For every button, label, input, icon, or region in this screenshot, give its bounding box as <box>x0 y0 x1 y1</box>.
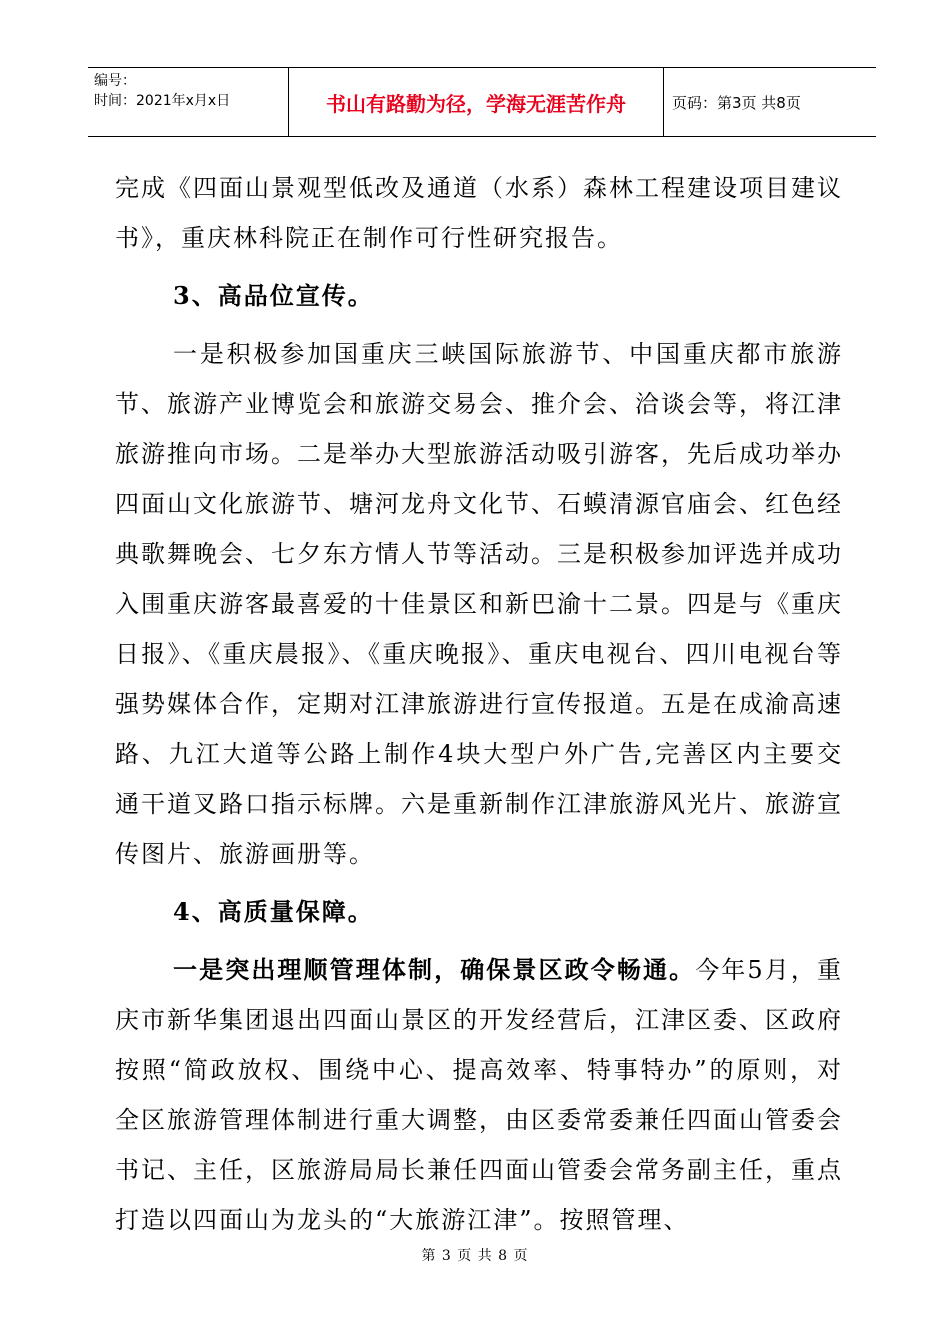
header-motto: 书山有路勤为径，学海无涯苦作舟 <box>288 68 664 136</box>
document-body <box>115 163 843 1245</box>
page-footer: 第 3 页 共 8 页 <box>421 1248 529 1264</box>
paragraph-management-text: 今年5月，重庆市新华集团退出四面山景区的开发经营后，江津区委、区政府按照“简政放权、围绕中心、提高效率、特事特办”的原则，对全区旅游管理体制进行重大调整，由区委常委兼任四面山管委会书记、主任，区旅游局局长兼任四面山管委会常务副主任，重点打造以四面山为龙头的“大旅游江津”。按照管理、 <box>115 956 844 1234</box>
time-label: 时间：2021年x月x日 <box>94 93 231 109</box>
page-header <box>88 67 876 137</box>
header-meta <box>88 68 288 136</box>
number-label: 编号： <box>94 73 136 89</box>
paragraph-promotion: 一是积极参加国重庆三峡国际旅游节、中国重庆都市旅游节、旅游产业博览会和旅游交易会、推介会、洽谈会等，将江津旅游推向市场。二是举办大型旅游活动吸引游客，先后成功举办四面山文化旅游节、塘河龙舟文化节、石蟆清源官庙会、红色经典歌舞晚会、七夕东方情人节等活动。三是积极参加评选并成功入围重庆游客最喜爱的十佳景区和新巴渝十二景。四是与《重庆日报》、《重庆晨报》、《重庆晚报》、重庆电视台、四川电视台等强势媒体合作，定期对江津旅游进行宣传报道。五是在成渝高速路、九江大道等公路上制作4块大型户外广告,完善区内主要交通干道叉路口指示标牌。六是重新制作江津旅游风光片、旅游宣传图片、旅游画册等。 <box>115 340 843 868</box>
paragraph-lead-bold: 一是突出理顺管理体制，确保景区政令畅通。 <box>173 955 696 984</box>
header-page-label: 页码：第3页 共8页 <box>672 93 801 112</box>
paragraph-management <box>115 945 843 1245</box>
section-heading-4: 4、高质量保障。 <box>173 897 374 926</box>
paragraph-continuation: 完成《四面山景观型低改及通道（水系）森林工程建设项目建议书》，重庆林科院正在制作可行性研究报告。 <box>115 174 843 252</box>
section-heading-3: 3、高品位宣传。 <box>173 281 374 310</box>
